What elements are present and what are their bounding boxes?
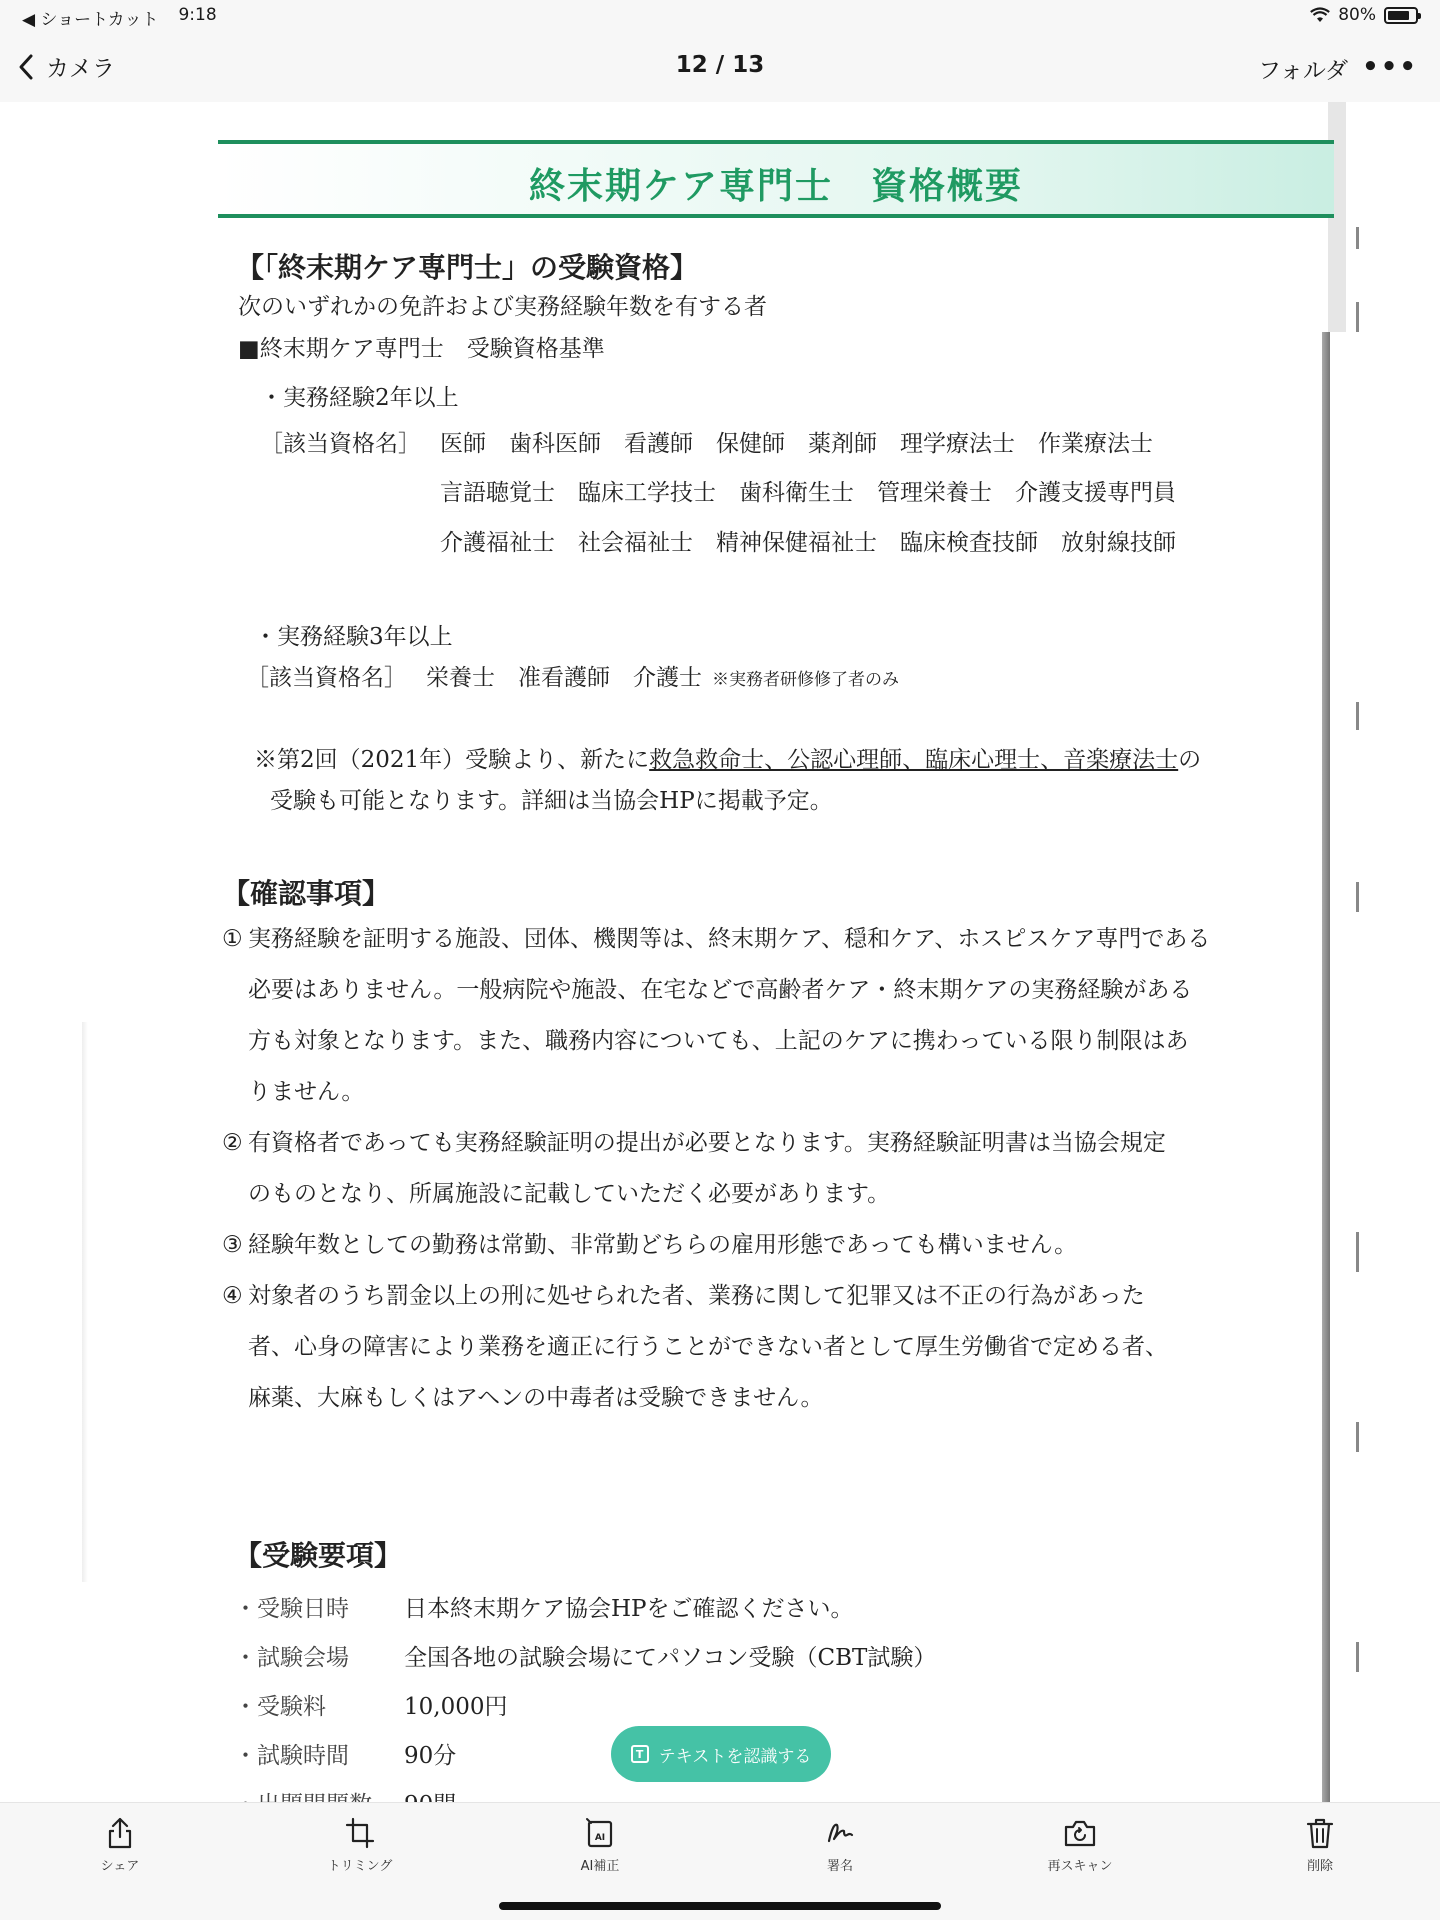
text-recognition-icon: T (631, 1745, 649, 1763)
document-viewer[interactable] (0, 102, 1440, 1802)
eligibility-section (218, 246, 1334, 816)
confirmation-item-line: 経験年数としての勤務は常勤、非常勤どちらの雇用形態であっても構いません。 (248, 1231, 1078, 1258)
group1-title: ・実務経験2年以上 (260, 385, 459, 412)
rescan-button[interactable] (1020, 1817, 1140, 1874)
exam-detail-value: 日本終末期ケア協会HPをご確認ください。 (404, 1595, 854, 1622)
confirmation-section (218, 872, 1334, 1424)
confirmation-item (222, 914, 1334, 1118)
group2-note: ※実務者研修修了者のみ (712, 670, 899, 691)
confirmation-item-text (248, 1271, 1334, 1424)
notice-new-qualifications: 救急救命士、公認心理師、臨床心理士、音楽療法士 (649, 746, 1179, 773)
trim-label: トリミング (327, 1859, 393, 1874)
group1-label: ［該当資格名］ (260, 430, 421, 457)
confirmation-item (222, 1271, 1334, 1424)
trash-icon (1305, 1817, 1335, 1849)
group2-line1: 栄養士 准看護師 介護士 (426, 665, 702, 692)
exam-detail-row (234, 1680, 1334, 1729)
group1-line1: 医師 歯科医師 看護師 保健師 薬剤師 理学療法士 作業療法士 (440, 430, 1153, 457)
exam-heading: 【受験要項】 (234, 1538, 403, 1572)
exam-details (234, 1582, 1334, 1827)
delete-label: 削除 (1306, 1859, 1333, 1874)
ai-enhance-icon-text: AI (594, 1833, 606, 1843)
confirmation-item-line: 実務経験を証明する施設、団体、機関等は、終末期ケア、穏和ケア、ホスピスケア専門である (248, 925, 1211, 952)
nav-bar (0, 34, 1440, 102)
delete-button[interactable] (1260, 1817, 1380, 1874)
crop-icon (345, 1817, 375, 1849)
confirmation-item (222, 1118, 1334, 1220)
page-shadow (82, 1022, 88, 1582)
criteria-heading: ■終末期ケア専門士 受験資格基準 (238, 335, 605, 362)
confirmation-item-line: 者、心身の障害により業務を適正に行うことができない者として厚生労働省で定める者、 (248, 1333, 1168, 1360)
group2-title: ・実務経験3年以上 (254, 623, 453, 650)
group1-qualifications (236, 431, 1334, 558)
sign-label: 署名 (826, 1859, 853, 1874)
confirmation-item-number: ① (222, 925, 243, 952)
confirmation-item-line: 必要はありません。一般病院や施設、在宅などで高齢者ケア・終末期ケアの実務経験がある (248, 976, 1193, 1003)
confirmation-item-line: 方も対象となります。また、職務内容についても、上記のケアに携わっている限り制限はあ (248, 1027, 1189, 1054)
notice-line2: 受験も可能となります。詳細は当協会HPに掲載予定。 (270, 788, 833, 815)
confirmation-item-text (248, 1220, 1334, 1271)
exam-detail-key: ・受験料 (234, 1693, 326, 1720)
confirmation-item-line: 有資格者であっても実務経験証明の提出が必要となります。実務経験証明書は当協会規定 (248, 1129, 1166, 1156)
exam-detail-value: 10,000円 (404, 1693, 508, 1720)
share-label: シェア (100, 1859, 140, 1874)
wifi-icon (1310, 8, 1330, 23)
exam-detail-row (234, 1631, 1334, 1680)
ai-fix-label: AI補正 (580, 1859, 620, 1874)
status-bar (0, 0, 1440, 34)
group2-qualifications (236, 665, 1334, 693)
scanned-page (218, 140, 1334, 1827)
share-button[interactable] (60, 1817, 180, 1874)
rescan-label: 再スキャン (1047, 1859, 1113, 1874)
exam-detail-key: ・試験会場 (234, 1644, 349, 1671)
confirmation-item (222, 1220, 1334, 1271)
back-to-app-link[interactable]: ◀ ショートカット (22, 10, 159, 30)
confirmation-item-line: のものとなり、所属施設に記載していただく必要があります。 (248, 1180, 891, 1207)
trim-button[interactable] (300, 1817, 420, 1874)
folder-button[interactable]: フォルダ (1258, 58, 1348, 84)
confirmation-item-text (248, 1118, 1334, 1220)
signature-icon (825, 1817, 855, 1849)
document-title: 終末期ケア専門士 資格概要 (528, 166, 1023, 207)
confirmation-list (222, 914, 1334, 1424)
document-banner (218, 140, 1334, 218)
confirmation-item-line: りません。 (248, 1078, 365, 1105)
exam-detail-row (234, 1582, 1334, 1631)
ai-fix-button[interactable] (540, 1817, 660, 1874)
confirmation-item-number: ④ (222, 1282, 243, 1309)
group1-line2: 言語聴覚士 臨床工学技士 歯科衛生士 管理栄養士 介護支援専門員 (440, 480, 1176, 507)
confirmation-item-line: 対象者のうち罰金以上の刑に処せられた者、業務に関して犯罪又は不正の行為があった (248, 1282, 1145, 1309)
confirmation-item-number: ③ (222, 1231, 243, 1258)
battery-percent: 80% (1338, 5, 1376, 25)
sign-button[interactable] (780, 1817, 900, 1874)
camera-rescan-icon (1063, 1817, 1097, 1849)
back-button-label: カメラ (46, 56, 115, 82)
group2-label: ［該当資格名］ (246, 665, 407, 692)
notice-suffix: の (1178, 746, 1202, 773)
home-indicator[interactable] (499, 1902, 941, 1910)
confirmation-item-line: 麻薬、大麻もしくはアヘンの中毒者は受験できません。 (248, 1384, 824, 1411)
exam-detail-value: 90分 (404, 1742, 457, 1769)
status-time: 9:18 (178, 5, 217, 25)
exam-section (218, 1534, 1334, 1827)
exam-detail-key: ・受験日時 (234, 1595, 349, 1622)
exam-detail-key: ・試験時間 (234, 1742, 349, 1769)
group1-line3: 介護福祉士 社会福祉士 精神保健福祉士 臨床検査技師 放射線技師 (440, 529, 1176, 556)
recognize-text-label: テキストを認識する (658, 1746, 812, 1767)
confirmation-item-number: ② (222, 1129, 243, 1156)
eligibility-heading: 【「終末期ケア専門士」の受験資格】 (236, 251, 699, 284)
recognize-text-button[interactable] (611, 1726, 831, 1782)
confirmation-item-text (248, 914, 1334, 1118)
share-icon (105, 1817, 135, 1849)
confirmation-heading: 【確認事項】 (222, 876, 391, 910)
battery-icon (1384, 7, 1418, 24)
page-indicator: 12 / 13 (675, 52, 765, 78)
notice-line1 (236, 747, 1334, 775)
notice-prefix: ※第2回（2021年）受験より、新たに (254, 746, 650, 773)
eligibility-intro: 次のいずれかの免許および実務経験年数を有する者 (238, 294, 767, 320)
ai-enhance-icon (585, 1817, 615, 1849)
more-options-icon[interactable]: ••• (1362, 52, 1418, 82)
exam-detail-value: 全国各地の試験会場にてパソコン受験（CBT試験） (404, 1644, 937, 1671)
